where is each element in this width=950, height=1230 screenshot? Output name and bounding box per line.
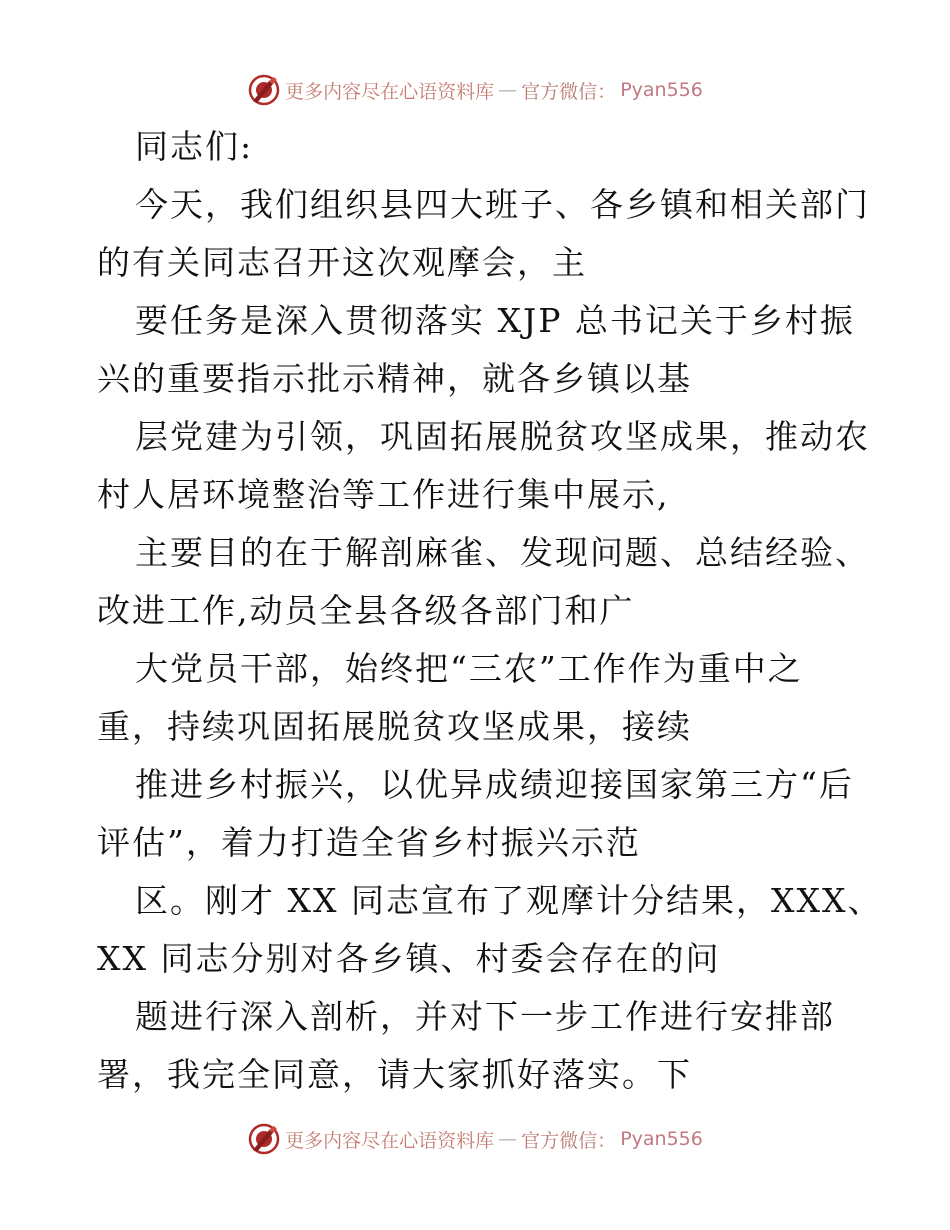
watermark-wechat-id: Pyan556 xyxy=(620,79,703,101)
document-line: 兴的重要指示批示精神，就各乡镇以基 xyxy=(97,359,692,398)
watermark-dash: — xyxy=(498,79,518,101)
document-line: 改进工作,动员全县各级各部门和广 xyxy=(97,591,635,630)
pen-seal-logo-icon xyxy=(247,1122,281,1156)
document-line: 区。刚才 XX 同志宣布了观摩计分结果，XXX、 xyxy=(135,881,883,920)
document-line: 要任务是深入贯彻落实 XJP 总书记关于乡村振 xyxy=(135,301,855,340)
document-line: 今天，我们组织县四大班子、各乡镇和相关部门 xyxy=(135,185,870,224)
watermark-wechat-id: Pyan556 xyxy=(620,1128,703,1150)
document-line: 同志们: xyxy=(135,127,254,166)
document-line: XX 同志分别对各乡镇、村委会存在的问 xyxy=(97,939,721,978)
watermark-dash: — xyxy=(498,1128,518,1150)
document-line: 主要目的在于解剖麻雀、发现问题、总结经验、 xyxy=(135,533,870,572)
document-line: 大党员干部，始终把“三农”工作作为重中之 xyxy=(135,649,803,688)
document-line: 评估”，着力打造全省乡村振兴示范 xyxy=(97,823,641,862)
pen-seal-logo-icon xyxy=(247,73,281,107)
watermark-wechat-label: 官方微信： xyxy=(521,1129,617,1152)
document-line: 重，持续巩固拓展脱贫攻坚成果，接续 xyxy=(97,707,692,746)
watermark-banner-top xyxy=(0,70,950,110)
document-line: 署，我完全同意，请大家抓好落实。下 xyxy=(97,1055,692,1094)
document-line: 层党建为引领，巩固拓展脱贫攻坚成果，推动农 xyxy=(135,417,870,456)
document-body xyxy=(97,118,897,1104)
watermark-text: 更多内容尽在心语资料库 xyxy=(285,80,495,103)
document-line: 的有关同志召开这次观摩会，主 xyxy=(97,243,587,282)
document-line: 推进乡村振兴，以优异成绩迎接国家第三方“后 xyxy=(135,765,854,804)
watermark-wechat-label: 官方微信： xyxy=(521,80,617,103)
document-line: 村人居环境整治等工作进行集中展示, xyxy=(97,475,670,514)
watermark-banner-bottom xyxy=(0,1119,950,1159)
document-line: 题进行深入剖析，并对下一步工作进行安排部 xyxy=(135,997,835,1036)
watermark-text: 更多内容尽在心语资料库 xyxy=(285,1129,495,1152)
